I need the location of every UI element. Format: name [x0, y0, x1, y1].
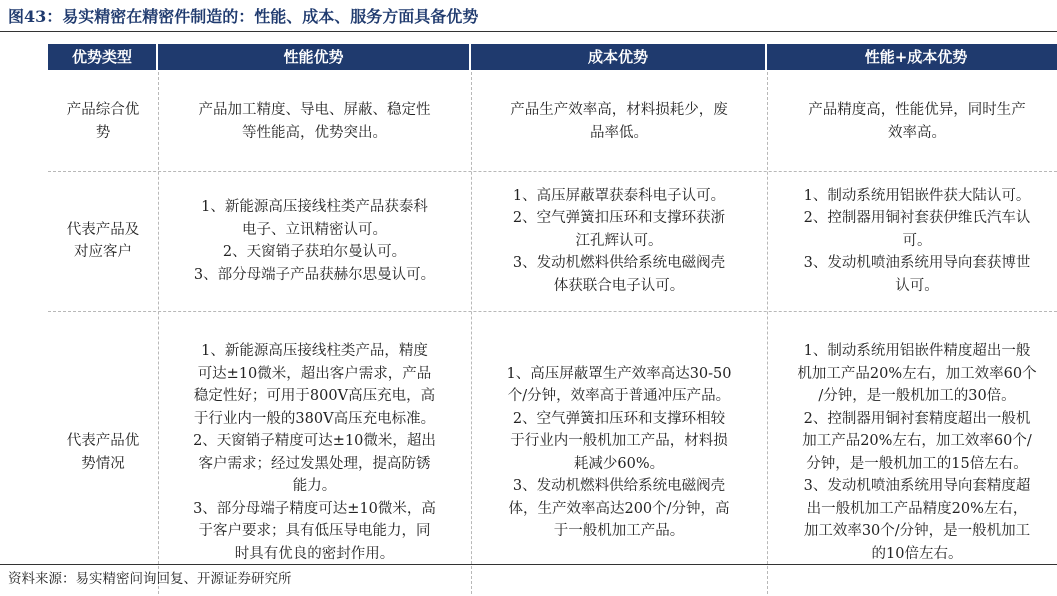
source-note: 资料来源：易实精密问询回复、开源证券研究所 — [8, 571, 292, 587]
figure-title: 图43：易实精密在精密件制造的：性能、成本、服务方面具备优势 — [8, 7, 479, 26]
cost-cell: 1、高压屏蔽罩获泰科电子认可。 2、空气弹簧扣压环和支撑环获浙 江孔辉认可。 3、发动机燃料供给系统电磁阀壳 体获联合电子认可。 — [512, 187, 726, 294]
performance-cost-cell: 1、制动系统用铝嵌件精度超出一般 机加工产品20%左右，加工效率60个 /分钟，是一般机加工的30倍。 2、控制器用铜衬套精度超出一般机 加工产品20%左右，加工效率60个/ 分钟，是一般机加工的15倍左右。 3、发动机喷油系统用导向套精度超 出一般机加工产品精度20%左右， 加工效率30个/分钟，是一般机加工 的10倍左右。 — [797, 343, 1037, 562]
table-row — [0, 311, 1057, 594]
performance-cell: 1、新能源高压接线柱类产品获泰科 电子、立讯精密认可。 2、天窗销子获珀尔曼认可。 3、部分母端子产品获赫尔思曼认可。 — [193, 199, 436, 283]
cost-cell: 1、高压屏蔽罩生产效率高达30-50 个/分钟，效率高于普通冲压产品。 2、空气弹簧扣压环和支撑环相较 于行业内一般机加工产品，材料损 耗减少60%。 3、发动机燃料供给系统电磁阀壳 体，生产效率高达200个/分钟，高 于一般机加工产品。 — [506, 365, 732, 539]
table-row — [0, 171, 1057, 311]
performance-cost-cell: 产品精度高，性能优异，同时生产 效率高。 — [808, 102, 1026, 141]
header-type: 优势类型 — [48, 44, 158, 70]
performance-cost-cell: 1、制动系统用铝嵌件获大陆认可。 2、控制器用铜衬套获伊维氏汽车认 可。 3、发动机喷油系统用导向套获博世 认可。 — [803, 187, 1031, 294]
table-row — [0, 72, 1057, 171]
header-cost: 成本优势 — [471, 44, 767, 70]
row-label: 代表产品及 对应客户 — [66, 221, 140, 260]
advantage-table — [0, 44, 1057, 596]
title-rule — [0, 31, 1057, 32]
header-performance: 性能优势 — [158, 44, 471, 70]
performance-cell: 1、新能源高压接线柱类产品，精度 可达±10微米，超出客户需求，产品 稳定性好；可用于800V高压充电，高 于行业内一般的380V高压充电标准。 2、天窗销子精度可达±10微米，超出 客户需求；经过发黑处理，提高防锈 能力。 3、部分母端子精度可达±10微米，高 于客户要求；具有低压导电能力，同 时具有优良的密封作用。 — [193, 343, 436, 562]
row-label: 代表产品优 势情况 — [66, 433, 140, 472]
cost-cell: 产品生产效率高，材料损耗少，废 品率低。 — [510, 102, 728, 141]
header-performance-cost: 性能+成本优势 — [767, 44, 1057, 70]
table-header-row — [0, 44, 1057, 70]
source-rule — [0, 564, 1057, 565]
row-label: 产品综合优 势 — [66, 102, 140, 141]
performance-cell: 产品加工精度、导电、屏蔽、稳定性 等性能高，优势突出。 — [198, 102, 431, 141]
